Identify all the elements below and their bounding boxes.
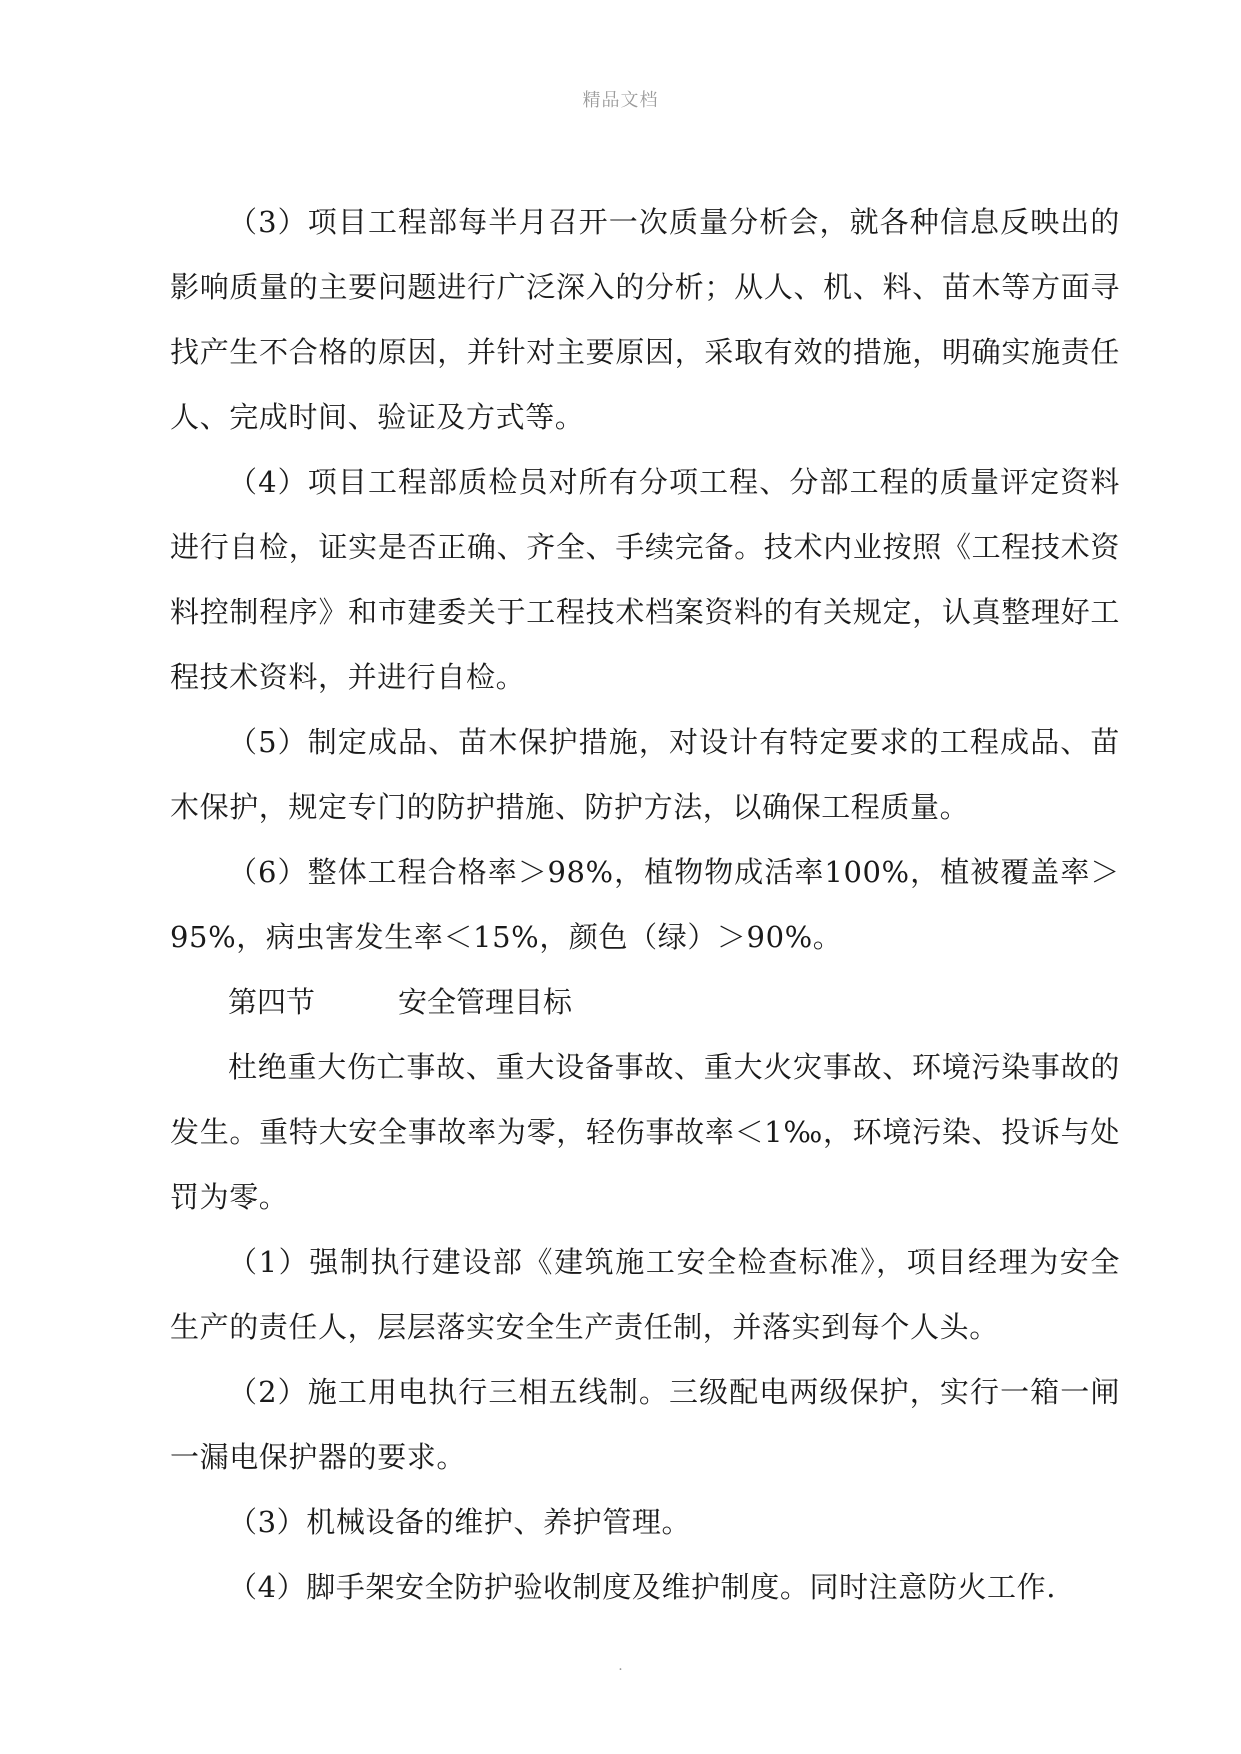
paragraph-quality-4: （4）项目工程部质检员对所有分项工程、分部工程的质量评定资料进行自检，证实是否正确、齐全、手续完备。技术内业按照《工程技术资料控制程序》和市建委关于工程技术档案资料的有关规定，认真整理好工程技术资料，并进行自检。 — [170, 465, 1120, 694]
paragraph-safety-3: （3）机械设备的维护、养护管理。 — [228, 1505, 692, 1539]
paragraph-safety-intro: 杜绝重大伤亡事故、重大设备事故、重大火灾事故、环境污染事故的发生。重特大安全事故率为零，轻伤事故率＜1‰，环境污染、投诉与处罚为零。 — [170, 1050, 1120, 1214]
section-heading — [170, 970, 1120, 1035]
document-body — [170, 190, 1120, 1620]
paragraph-quality-5: （5）制定成品、苗木保护措施，对设计有特定要求的工程成品、苗木保护，规定专门的防护措施、防护方法，以确保工程质量。 — [170, 725, 1120, 824]
section-title: 安全管理目标 — [398, 985, 573, 1019]
page-header-watermark: 精品文档 — [582, 90, 659, 111]
paragraph-quality-3: （3）项目工程部每半月召开一次质量分析会，就各种信息反映出的影响质量的主要问题进行广泛深入的分析；从人、机、料、苗木等方面寻找产生不合格的原因，并针对主要原因，采取有效的措施，明确实施责任人、完成时间、验证及方式等。 — [170, 205, 1120, 434]
paragraph-safety-4: （4）脚手架安全防护验收制度及维护制度。同时注意防火工作. — [228, 1570, 1057, 1604]
page-footer-mark: . — [618, 1658, 623, 1674]
paragraph-quality-6: （6）整体工程合格率＞98%，植物物成活率100%，植被覆盖率＞95%，病虫害发生率＜15%，颜色（绿）＞90%。 — [170, 855, 1120, 954]
paragraph-safety-2: （2）施工用电执行三相五线制。三级配电两级保护，实行一箱一闸一漏电保护器的要求。 — [170, 1375, 1120, 1474]
paragraph-safety-1: （1）强制执行建设部《建筑施工安全检查标准》，项目经理为安全生产的责任人，层层落实安全生产责任制，并落实到每个人头。 — [170, 1245, 1120, 1344]
section-number: 第四节 — [228, 985, 316, 1019]
